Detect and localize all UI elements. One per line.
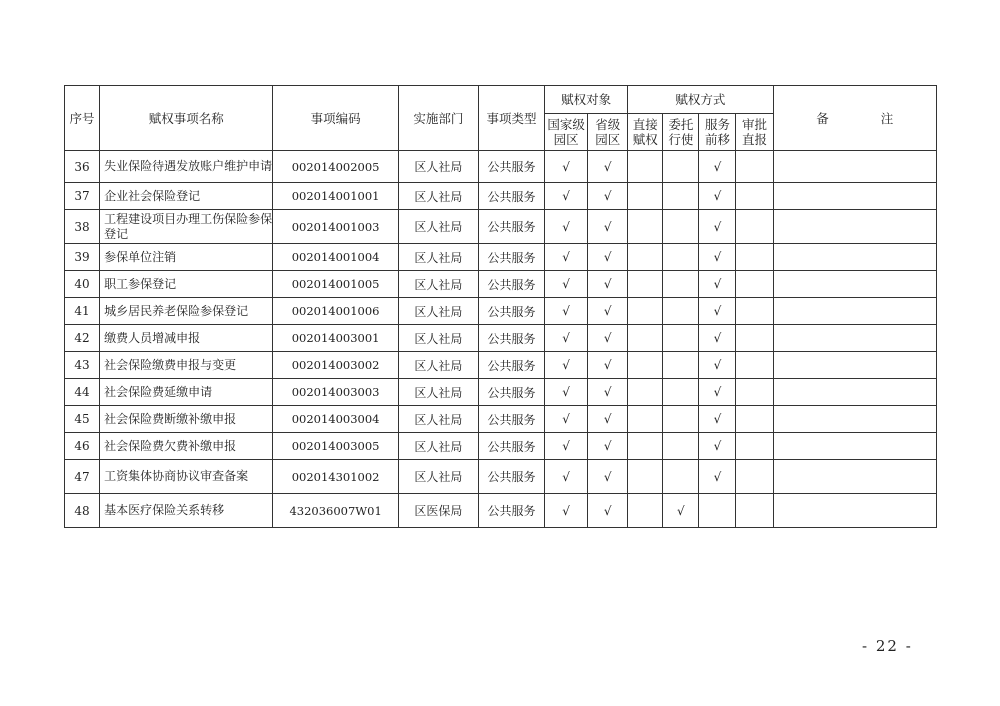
cell-remark — [773, 352, 936, 379]
cell-national: √ — [545, 183, 588, 210]
cell-entrust — [663, 183, 699, 210]
cell-seq: 47 — [65, 460, 100, 494]
cell-entrust — [663, 433, 699, 460]
table-row — [65, 151, 937, 183]
header-method-approval — [736, 114, 773, 151]
cell-type: 公共服务 — [478, 244, 544, 271]
cell-type: 公共服务 — [478, 298, 544, 325]
cell-approval — [736, 433, 773, 460]
cell-entrust — [663, 151, 699, 183]
cell-entrust — [663, 244, 699, 271]
table-row — [65, 183, 937, 210]
cell-service: √ — [699, 271, 736, 298]
header-target-provincial-line2: 园区 — [595, 132, 621, 147]
cell-direct — [628, 433, 663, 460]
cell-name: 社会保险费断缴补缴申报 — [100, 406, 273, 433]
cell-seq: 37 — [65, 183, 100, 210]
cell-entrust: √ — [663, 494, 699, 528]
cell-provincial: √ — [588, 210, 628, 244]
cell-remark — [773, 271, 936, 298]
cell-type: 公共服务 — [478, 210, 544, 244]
table-row — [65, 460, 937, 494]
cell-code: 002014001001 — [273, 183, 398, 210]
header-remark-left: 备 — [816, 110, 829, 126]
header-target-national-line1: 国家级 — [547, 117, 585, 132]
header-method-service-line2: 前移 — [704, 132, 730, 147]
cell-seq: 42 — [65, 325, 100, 352]
cell-approval — [736, 352, 773, 379]
header-target-group: 赋权对象 — [545, 86, 628, 114]
cell-name: 工资集体协商协议审查备案 — [100, 460, 273, 494]
cell-type: 公共服务 — [478, 271, 544, 298]
cell-remark — [773, 406, 936, 433]
cell-remark — [773, 210, 936, 244]
cell-type: 公共服务 — [478, 406, 544, 433]
cell-national: √ — [545, 494, 588, 528]
header-type: 事项类型 — [478, 86, 544, 151]
cell-approval — [736, 210, 773, 244]
cell-seq: 38 — [65, 210, 100, 244]
cell-approval — [736, 298, 773, 325]
cell-name: 社会保险费延缴申请 — [100, 379, 273, 406]
cell-national: √ — [545, 325, 588, 352]
cell-dept: 区人社局 — [398, 379, 478, 406]
cell-approval — [736, 460, 773, 494]
header-method-direct-line2: 赋权 — [632, 132, 658, 147]
cell-service: √ — [699, 210, 736, 244]
cell-seq: 46 — [65, 433, 100, 460]
cell-entrust — [663, 379, 699, 406]
cell-code: 002014003002 — [273, 352, 398, 379]
cell-type: 公共服务 — [478, 183, 544, 210]
cell-direct — [628, 352, 663, 379]
cell-provincial: √ — [588, 352, 628, 379]
cell-national: √ — [545, 460, 588, 494]
cell-name: 失业保险待遇发放账户维护申请 — [100, 151, 273, 183]
cell-service — [699, 494, 736, 528]
table-row — [65, 210, 937, 244]
cell-direct — [628, 210, 663, 244]
cell-service: √ — [699, 298, 736, 325]
cell-code: 002014003003 — [273, 379, 398, 406]
cell-type: 公共服务 — [478, 352, 544, 379]
cell-remark — [773, 460, 936, 494]
cell-seq: 48 — [65, 494, 100, 528]
cell-direct — [628, 298, 663, 325]
cell-entrust — [663, 298, 699, 325]
cell-approval — [736, 325, 773, 352]
header-method-entrust-line1: 委托 — [668, 117, 694, 132]
cell-national: √ — [545, 433, 588, 460]
cell-code: 002014001006 — [273, 298, 398, 325]
cell-dept: 区人社局 — [398, 352, 478, 379]
cell-national: √ — [545, 406, 588, 433]
cell-service: √ — [699, 352, 736, 379]
table-row — [65, 494, 937, 528]
cell-service: √ — [699, 151, 736, 183]
cell-name: 企业社会保险登记 — [100, 183, 273, 210]
cell-dept: 区人社局 — [398, 298, 478, 325]
cell-direct — [628, 325, 663, 352]
cell-direct — [628, 244, 663, 271]
cell-national: √ — [545, 271, 588, 298]
cell-direct — [628, 183, 663, 210]
cell-provincial: √ — [588, 379, 628, 406]
cell-provincial: √ — [588, 244, 628, 271]
table-row — [65, 325, 937, 352]
cell-type: 公共服务 — [478, 379, 544, 406]
cell-national: √ — [545, 210, 588, 244]
cell-national: √ — [545, 244, 588, 271]
header-target-provincial-line1: 省级 — [595, 117, 621, 132]
cell-remark — [773, 494, 936, 528]
cell-name: 参保单位注销 — [100, 244, 273, 271]
cell-entrust — [663, 325, 699, 352]
cell-provincial: √ — [588, 494, 628, 528]
cell-dept: 区人社局 — [398, 183, 478, 210]
cell-name: 职工参保登记 — [100, 271, 273, 298]
cell-provincial: √ — [588, 460, 628, 494]
cell-seq: 40 — [65, 271, 100, 298]
cell-service: √ — [699, 460, 736, 494]
cell-direct — [628, 151, 663, 183]
cell-approval — [736, 406, 773, 433]
cell-remark — [773, 244, 936, 271]
header-method-approval-line2: 直报 — [742, 132, 768, 147]
cell-code: 002014001005 — [273, 271, 398, 298]
header-method-approval-line1: 审批 — [742, 117, 768, 132]
cell-type: 公共服务 — [478, 494, 544, 528]
header-name: 赋权事项名称 — [100, 86, 273, 151]
cell-code: 432036007W01 — [273, 494, 398, 528]
cell-service: √ — [699, 244, 736, 271]
cell-entrust — [663, 210, 699, 244]
table-row — [65, 379, 937, 406]
cell-provincial: √ — [588, 325, 628, 352]
cell-provincial: √ — [588, 271, 628, 298]
cell-approval — [736, 271, 773, 298]
cell-type: 公共服务 — [478, 460, 544, 494]
header-remark-right: 注 — [880, 110, 894, 126]
cell-direct — [628, 460, 663, 494]
cell-entrust — [663, 271, 699, 298]
header-method-direct — [628, 114, 663, 151]
cell-name: 基本医疗保险关系转移 — [100, 494, 273, 528]
cell-direct — [628, 379, 663, 406]
cell-dept: 区人社局 — [398, 210, 478, 244]
cell-service: √ — [699, 183, 736, 210]
cell-provincial: √ — [588, 433, 628, 460]
cell-seq: 45 — [65, 406, 100, 433]
cell-code: 002014003005 — [273, 433, 398, 460]
cell-type: 公共服务 — [478, 325, 544, 352]
cell-service: √ — [699, 406, 736, 433]
cell-approval — [736, 379, 773, 406]
table-row — [65, 433, 937, 460]
header-method-service-line1: 服务 — [704, 117, 730, 132]
cell-name: 缴费人员增减申报 — [100, 325, 273, 352]
cell-name: 城乡居民养老保险参保登记 — [100, 298, 273, 325]
cell-code: 002014003001 — [273, 325, 398, 352]
cell-national: √ — [545, 352, 588, 379]
table-row — [65, 271, 937, 298]
cell-national: √ — [545, 151, 588, 183]
cell-service: √ — [699, 433, 736, 460]
cell-national: √ — [545, 379, 588, 406]
cell-approval — [736, 494, 773, 528]
cell-seq: 44 — [65, 379, 100, 406]
cell-code: 002014003004 — [273, 406, 398, 433]
header-dept: 实施部门 — [398, 86, 478, 151]
header-target-national-line2: 园区 — [553, 132, 579, 147]
header-seq: 序号 — [65, 86, 100, 151]
cell-direct — [628, 406, 663, 433]
cell-type: 公共服务 — [478, 433, 544, 460]
cell-name: 工程建设项目办理工伤保险参保登记 — [100, 210, 273, 244]
cell-type: 公共服务 — [478, 151, 544, 183]
cell-service: √ — [699, 379, 736, 406]
cell-dept: 区人社局 — [398, 244, 478, 271]
header-target-provincial — [588, 114, 628, 151]
table-row — [65, 298, 937, 325]
cell-approval — [736, 183, 773, 210]
cell-provincial: √ — [588, 151, 628, 183]
header-target-national — [545, 114, 588, 151]
table-row — [65, 244, 937, 271]
cell-dept: 区人社局 — [398, 460, 478, 494]
cell-seq: 41 — [65, 298, 100, 325]
cell-entrust — [663, 460, 699, 494]
header-method-direct-line1: 直接 — [632, 117, 658, 132]
cell-remark — [773, 379, 936, 406]
header-code: 事项编码 — [273, 86, 398, 151]
cell-code: 002014301002 — [273, 460, 398, 494]
cell-entrust — [663, 406, 699, 433]
authorization-table — [64, 85, 937, 528]
cell-dept: 区人社局 — [398, 271, 478, 298]
cell-provincial: √ — [588, 183, 628, 210]
cell-dept: 区人社局 — [398, 433, 478, 460]
cell-entrust — [663, 352, 699, 379]
cell-seq: 36 — [65, 151, 100, 183]
header-method-service — [699, 114, 736, 151]
cell-dept: 区医保局 — [398, 494, 478, 528]
cell-remark — [773, 298, 936, 325]
cell-dept: 区人社局 — [398, 151, 478, 183]
cell-code: 002014001004 — [273, 244, 398, 271]
cell-dept: 区人社局 — [398, 325, 478, 352]
table-row — [65, 352, 937, 379]
cell-name: 社会保险缴费申报与变更 — [100, 352, 273, 379]
cell-direct — [628, 494, 663, 528]
page-number: - 22 - — [862, 637, 913, 655]
cell-seq: 39 — [65, 244, 100, 271]
header-method-entrust-line2: 行使 — [668, 132, 694, 147]
cell-service: √ — [699, 325, 736, 352]
cell-remark — [773, 325, 936, 352]
cell-remark — [773, 183, 936, 210]
cell-provincial: √ — [588, 406, 628, 433]
cell-remark — [773, 433, 936, 460]
cell-code: 002014001003 — [273, 210, 398, 244]
cell-approval — [736, 151, 773, 183]
table-row — [65, 406, 937, 433]
cell-national: √ — [545, 298, 588, 325]
header-remark — [773, 86, 936, 151]
cell-seq: 43 — [65, 352, 100, 379]
cell-code: 002014002005 — [273, 151, 398, 183]
header-method-group: 赋权方式 — [628, 86, 773, 114]
cell-dept: 区人社局 — [398, 406, 478, 433]
cell-approval — [736, 244, 773, 271]
cell-name: 社会保险费欠费补缴申报 — [100, 433, 273, 460]
cell-remark — [773, 151, 936, 183]
header-method-entrust — [663, 114, 699, 151]
cell-direct — [628, 271, 663, 298]
cell-provincial: √ — [588, 298, 628, 325]
